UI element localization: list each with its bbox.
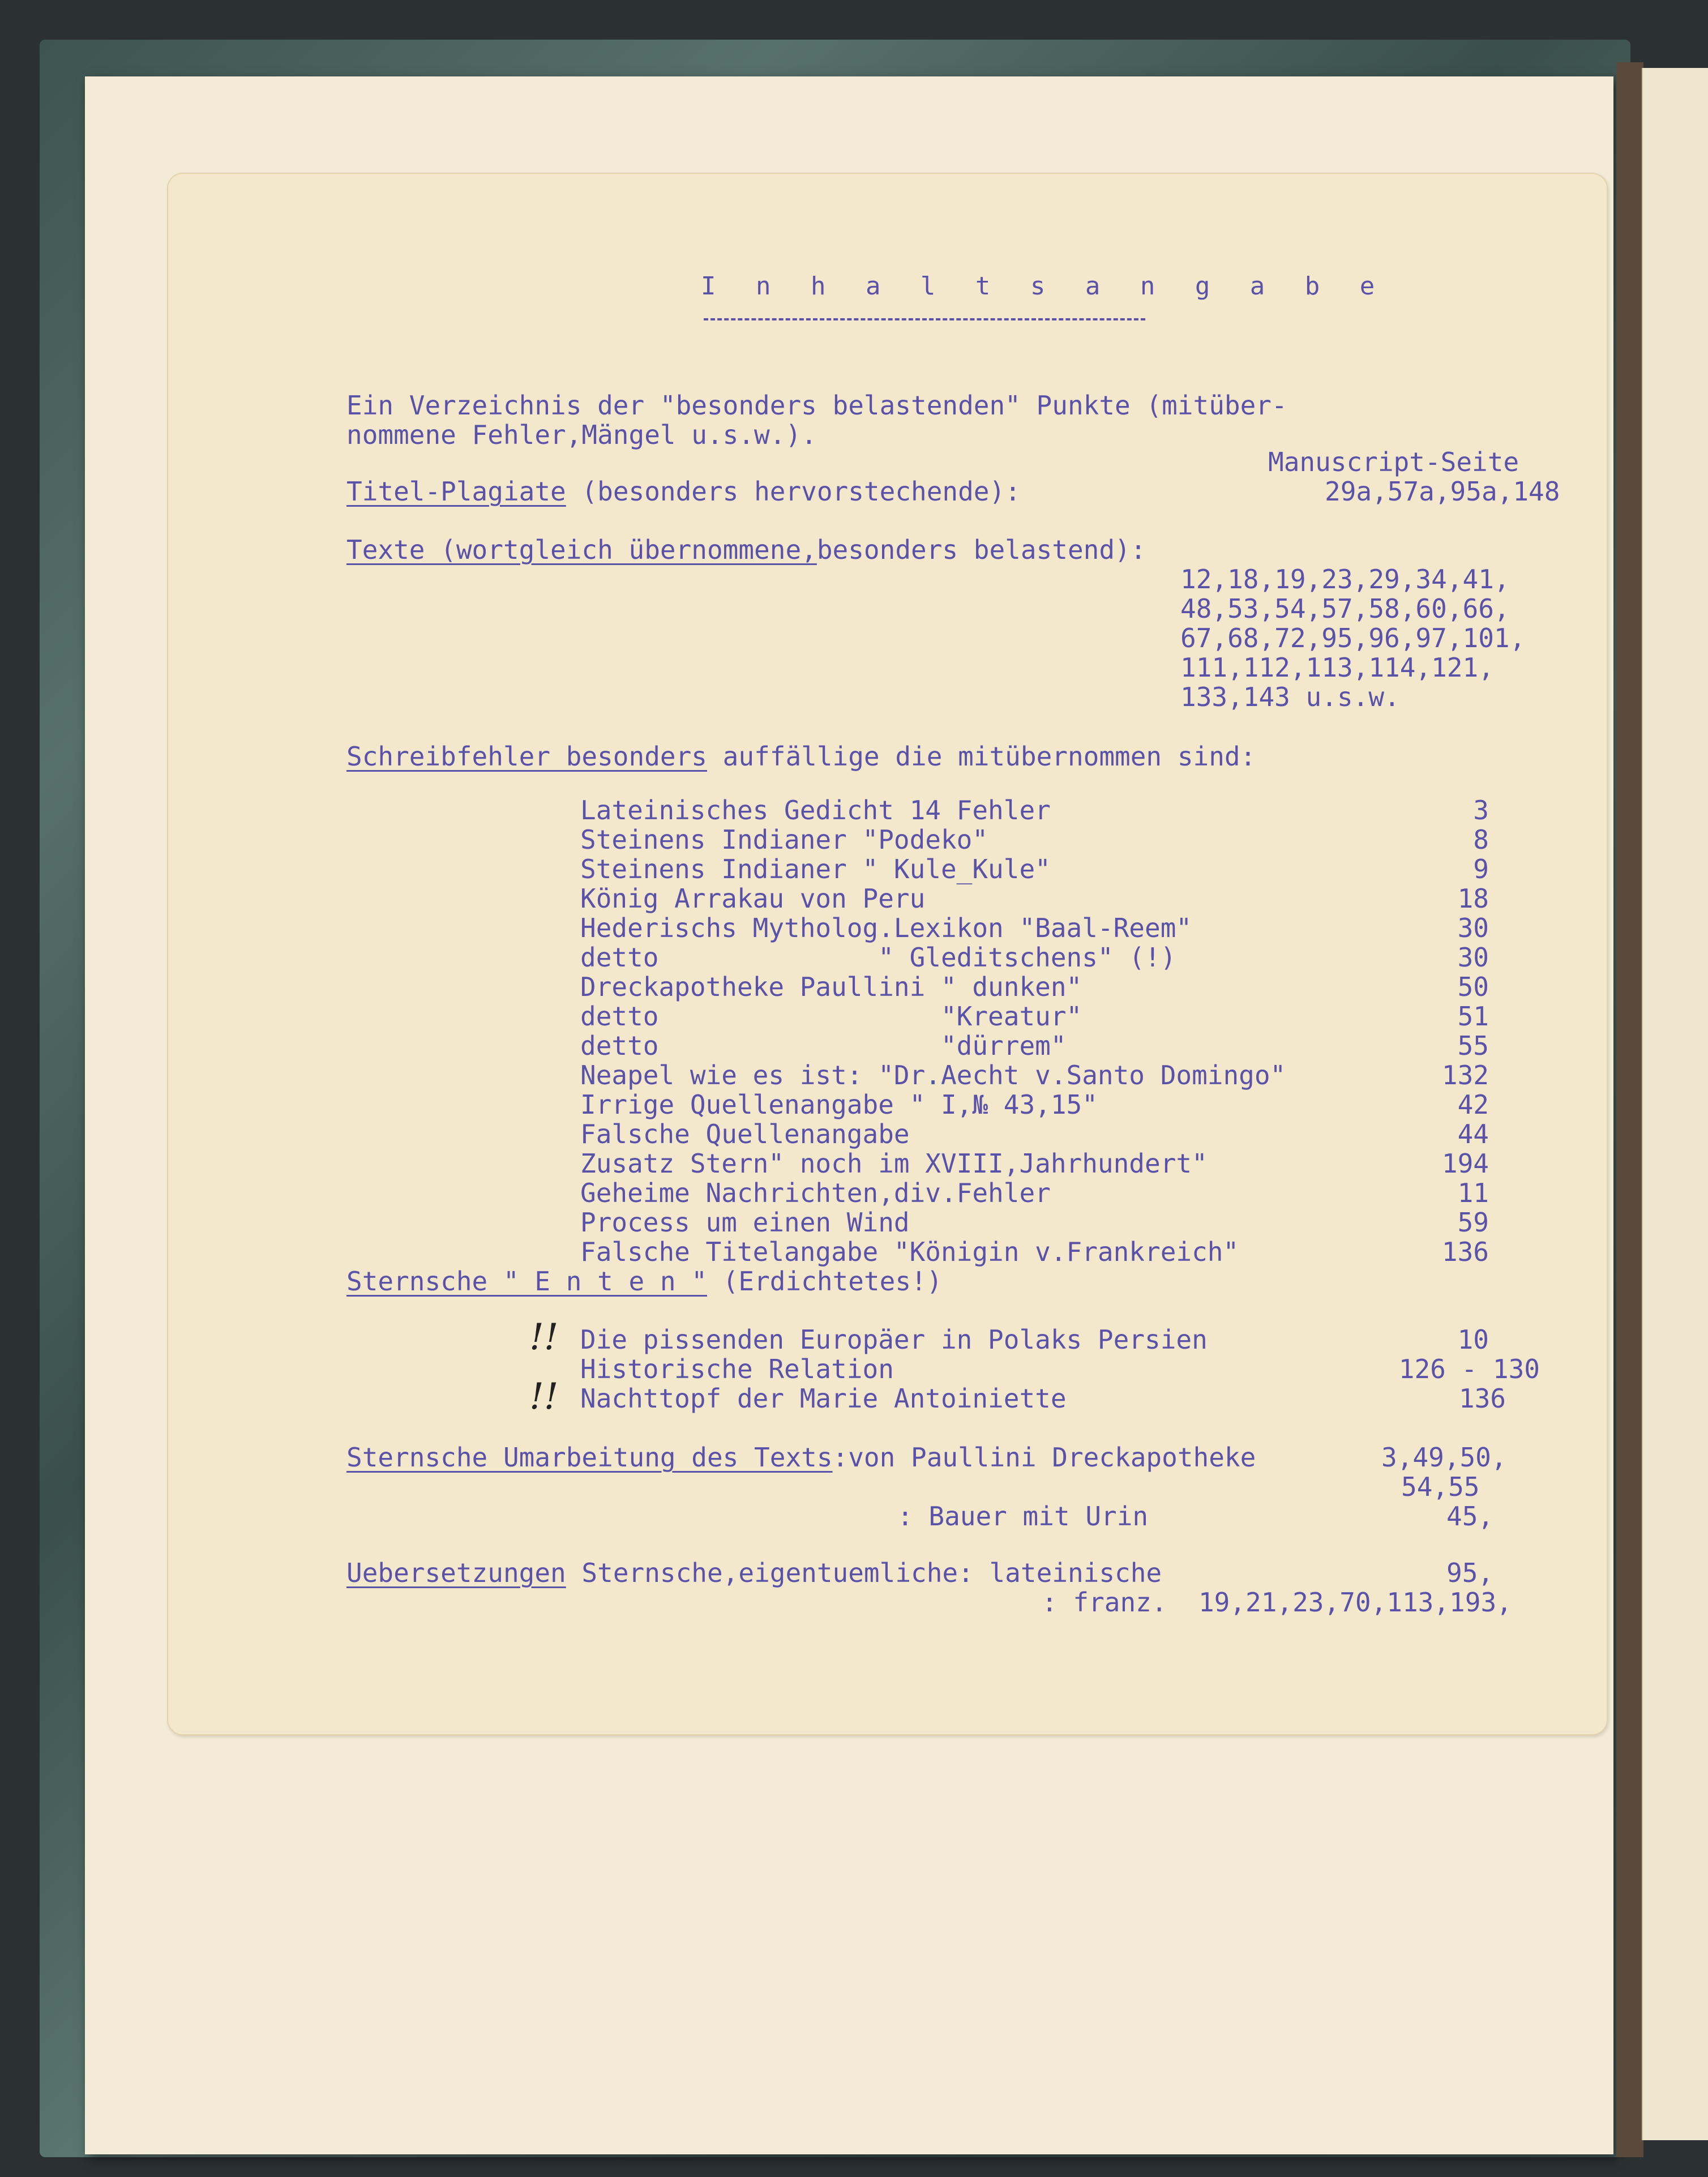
texte-pages-line: 48,53,54,57,58,60,66, xyxy=(1180,593,1510,624)
error-page: 44 xyxy=(1457,1119,1489,1149)
titel-pages: 29a,57a,95a,148 xyxy=(1325,476,1560,507)
enten-item: Historische Relation xyxy=(580,1354,894,1384)
error-page: 30 xyxy=(1457,913,1489,943)
enten-page: 136 xyxy=(1458,1383,1506,1414)
error-item: Falsche Titelangabe "Königin v.Frankreich" xyxy=(580,1237,1239,1267)
error-item: Geheime Nachrichten,div.Fehler xyxy=(580,1178,1051,1208)
error-item: Irrige Quellenangabe " I,№ 43,15" xyxy=(580,1089,1098,1120)
titel-rest: (besonders hervorstechende): xyxy=(566,476,1021,507)
umarbeitung-label: Sternsche Umarbeitung des Texts xyxy=(346,1442,833,1473)
texte-pages-line: 12,18,19,23,29,34,41, xyxy=(1180,564,1510,594)
error-page: 42 xyxy=(1457,1089,1489,1120)
texte-rest: besonders belastend): xyxy=(816,534,1146,565)
bauer-page: 45, xyxy=(1446,1501,1494,1532)
titel-row xyxy=(346,477,1021,506)
texte-label: Texte (wortgleich übernommene, xyxy=(346,534,817,565)
error-item: detto "dürrem" xyxy=(580,1030,1067,1061)
texte-pages-line: 111,112,113,114,121, xyxy=(1180,652,1494,683)
handwritten-mark: !! xyxy=(529,1316,559,1358)
intro-line-1: Ein Verzeichnis der "besonders belastenden" Punkte (mitüber- xyxy=(346,390,1287,421)
error-item: Zusatz Stern" noch im XVIII,Jahrhundert" xyxy=(580,1148,1208,1179)
error-page: 136 xyxy=(1441,1237,1489,1267)
error-item: detto " Gleditschens" (!) xyxy=(580,942,1176,973)
error-item: Dreckapotheke Paullini " dunken" xyxy=(580,972,1082,1002)
umarbeitung-pages: 54,55 xyxy=(1401,1472,1480,1502)
enten-row xyxy=(346,1267,942,1296)
error-item: Steinens Indianer " Kule_Kule" xyxy=(580,854,1051,884)
error-page: 18 xyxy=(1457,883,1489,914)
error-item: König Arrakau von Peru xyxy=(580,883,926,914)
uebersetzungen-rest: Sternsche,eigentuemliche: lateinische xyxy=(566,1558,1162,1588)
manuscript-heading: Manuscript-Seite xyxy=(1268,447,1519,477)
enten-label: Sternsche " E n t e n " xyxy=(346,1266,707,1297)
error-page: 59 xyxy=(1457,1207,1489,1238)
error-page: 30 xyxy=(1457,942,1489,973)
error-page: 132 xyxy=(1441,1060,1489,1090)
error-item: Falsche Quellenangabe xyxy=(580,1119,910,1149)
error-item: Process um einen Wind xyxy=(580,1207,910,1238)
enten-page: 10 xyxy=(1457,1324,1489,1355)
error-page: 9 xyxy=(1473,854,1489,884)
error-page: 50 xyxy=(1457,972,1489,1002)
error-item: Neapel wie es ist: "Dr.Aecht v.Santo Domingo" xyxy=(580,1060,1286,1090)
latin-pages: 95, xyxy=(1446,1558,1494,1588)
title-underline xyxy=(704,318,1145,320)
texte-pages-line: 133,143 u.s.w. xyxy=(1180,682,1400,712)
texte-row xyxy=(346,535,1146,564)
error-page: 55 xyxy=(1457,1030,1489,1061)
uebersetzungen-row xyxy=(346,1558,1162,1588)
umarbeitung-pages: 3,49,50, xyxy=(1381,1442,1507,1473)
intro-line-2: nommene Fehler,Mängel u.s.w.). xyxy=(346,420,817,450)
handwritten-mark: !! xyxy=(529,1376,559,1418)
error-page: 194 xyxy=(1441,1148,1489,1179)
error-item: Hederischs Mytholog.Lexikon "Baal-Reem" xyxy=(580,913,1192,943)
enten-item: Nachttopf der Marie Antoiniette xyxy=(580,1383,1067,1414)
error-page: 51 xyxy=(1457,1001,1489,1032)
texte-pages-line: 67,68,72,95,96,97,101, xyxy=(1180,623,1526,653)
facing-page-edge xyxy=(1642,68,1708,2140)
page-title: I n h a l t s a n g a b e xyxy=(701,272,1388,301)
franz-line: : franz. 19,21,23,70,113,193, xyxy=(1042,1587,1512,1618)
uebersetzungen-label: Uebersetzungen xyxy=(346,1558,566,1588)
schreib-rest: auffällige die mitübernommen sind: xyxy=(707,741,1256,772)
error-page: 11 xyxy=(1457,1178,1489,1208)
error-page: 8 xyxy=(1473,824,1489,855)
book-spine xyxy=(1616,62,1643,2157)
enten-page: 126 - 130 xyxy=(1398,1354,1540,1384)
schreib-row xyxy=(346,742,1256,771)
titel-label: Titel-Plagiate xyxy=(346,476,566,507)
enten-rest: (Erdichtetes!) xyxy=(707,1266,943,1297)
error-page: 3 xyxy=(1473,795,1489,826)
enten-item: Die pissenden Europäer in Polaks Persien xyxy=(580,1324,1208,1355)
error-item: Lateinisches Gedicht 14 Fehler xyxy=(580,795,1051,826)
error-item: detto "Kreatur" xyxy=(580,1001,1082,1032)
umarbeitung-row xyxy=(346,1443,1256,1472)
umarbeitung-rest: :von Paullini Dreckapotheke xyxy=(832,1442,1256,1473)
bauer-line: : Bauer mit Urin xyxy=(897,1501,1149,1532)
schreib-label: Schreibfehler besonders xyxy=(346,741,707,772)
error-item: Steinens Indianer "Podeko" xyxy=(580,824,988,855)
